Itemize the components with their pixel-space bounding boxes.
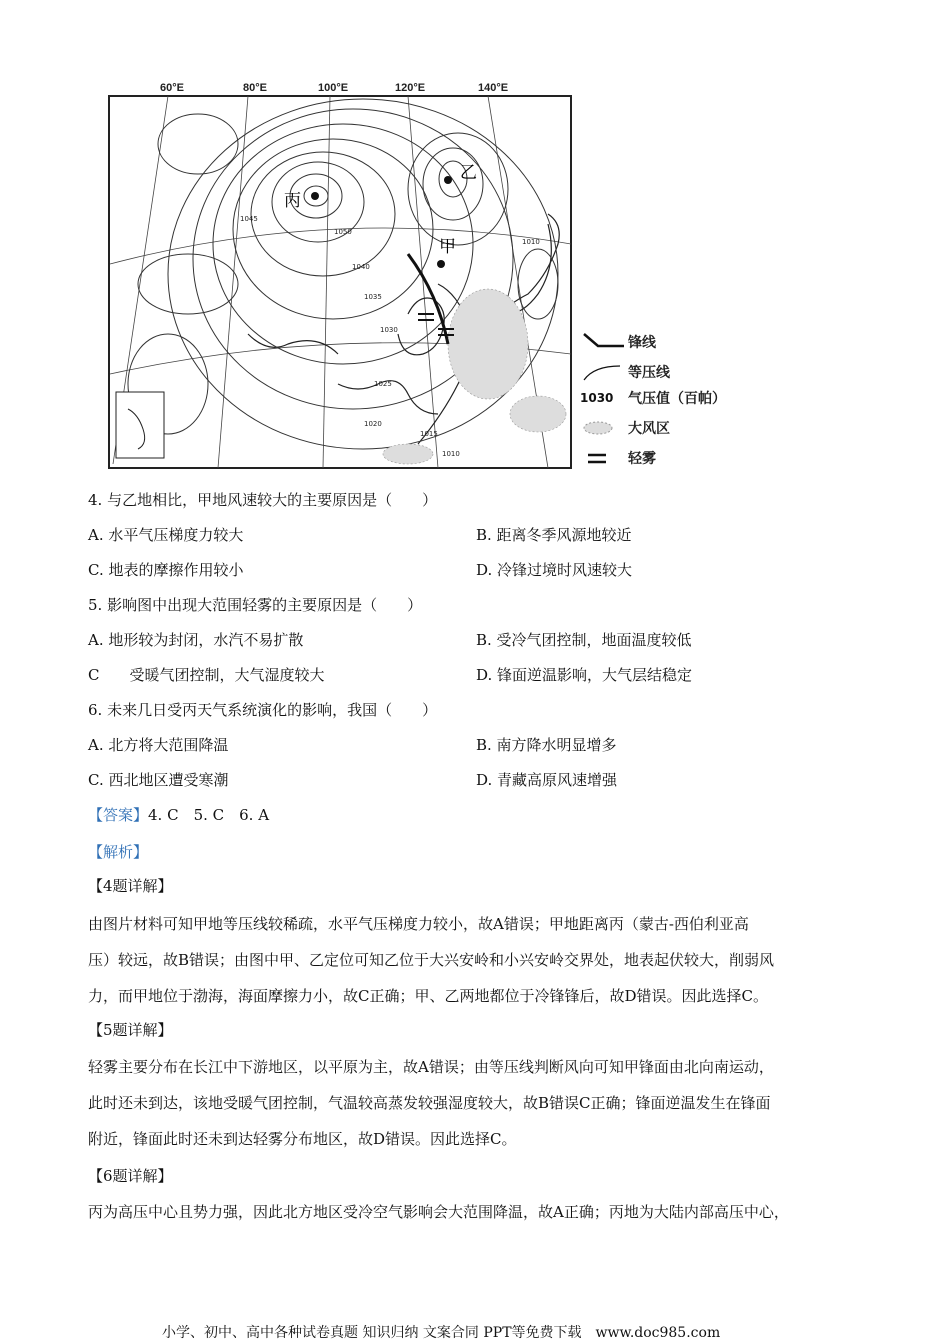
paragraph-line: 由图片材料可知甲地等压线较稀疏，水平气压梯度力较小，故A错误；甲地距离丙（蒙古-西伯利亚高 (88, 915, 749, 933)
center-jia (437, 260, 445, 268)
option-5a: A. 地形较为封闭，水汽不易扩散 (88, 631, 304, 649)
label-jia: 甲 (439, 237, 456, 257)
legend-label: 大风区 (628, 421, 670, 437)
option-6c: C. 西北地区遭受寒潮 (88, 771, 229, 789)
option-5d: D. 锋面逆温影响，大气层结稳定 (476, 666, 693, 684)
isobar-value: 1035 (364, 293, 382, 301)
option-4a: A. 水平气压梯度力较大 (88, 526, 244, 544)
longitude-label: 100°E (318, 82, 349, 94)
label-bing: 丙 (284, 191, 301, 211)
longitude-label: 60°E (160, 82, 184, 94)
label-yi: 乙 (460, 163, 477, 183)
option-4c: C. 地表的摩擦作用较小 (88, 561, 244, 579)
gale-area-symbol (580, 416, 628, 440)
detail-5-body (88, 1049, 868, 1157)
option-6d: D. 青藏高原风速增强 (476, 771, 618, 789)
option-6b: B. 南方降水明显增多 (476, 736, 617, 754)
high-center-bing (311, 192, 319, 200)
legend-label: 锋线 (628, 335, 656, 351)
detail-4-title: 【4题详解】 (88, 877, 173, 895)
isobar-value: 1010 (522, 238, 540, 246)
isobar-value: 1050 (334, 228, 352, 236)
detail-6-title: 【6题详解】 (88, 1167, 173, 1185)
legend-label: 等压线 (628, 365, 670, 381)
page-footer: 小学、初中、高中各种试卷真题 知识归纳 文案合同 PPT等免费下载 www.doc985.com (162, 1325, 721, 1341)
longitude-label: 140°E (478, 82, 509, 94)
pressure-value: 1030 (580, 391, 614, 405)
answer-text: 4. C 5. C 6. A (148, 806, 270, 824)
option-4d: D. 冷锋过境时风速较大 (476, 561, 633, 579)
legend-item-fog (580, 446, 656, 470)
center-yi (444, 176, 452, 184)
answer-line (88, 805, 269, 825)
paragraph-line: 丙为高压中心且势力强，因此北方地区受冷空气影响会大范围降温，故A正确；丙地为大陆内部高压中心， (88, 1203, 789, 1221)
light-fog-symbol (580, 446, 628, 470)
analysis-tag: 【解析】 (88, 843, 149, 861)
option-4b: B. 距离冬季风源地较近 (476, 526, 632, 544)
weather-map (108, 84, 572, 470)
isobar-value: 1020 (364, 420, 382, 428)
paragraph-line: 此时还未到达，该地受暖气团控制，气温较高蒸发较强湿度较大，故B错误C正确；锋面逆温发生在锋面 (88, 1094, 771, 1112)
isobar-value: 1030 (380, 326, 398, 334)
question-6-stem: 6. 未来几日受丙天气系统演化的影响，我国（ ） (88, 701, 438, 719)
paragraph-line: 压）较远，故B错误；由图中甲、乙定位可知乙位于大兴安岭和小兴安岭交界处，地表起伏较大，削弱风 (88, 951, 775, 969)
detail-5-title: 【5题详解】 (88, 1021, 173, 1039)
option-5b: B. 受冷气团控制，地面温度较低 (476, 631, 692, 649)
isobar-value: 1010 (442, 450, 460, 458)
question-4-stem: 4. 与乙地相比，甲地风速较大的主要原因是（ ） (88, 491, 438, 509)
paragraph-line: 附近，锋面此时还未到达轻雾分布地区，故D错误。因此选择C。 (88, 1130, 517, 1148)
isobar-symbol (580, 360, 628, 384)
option-6a: A. 北方将大范围降温 (88, 736, 229, 754)
longitude-label: 120°E (395, 82, 426, 94)
legend-item-front (580, 330, 656, 354)
option-5c: C 受暖气团控制，大气湿度较大 (88, 666, 325, 684)
legend-label: 气压值（百帕） (628, 391, 726, 407)
legend-item-isobar (580, 360, 670, 384)
isobar-value: 1015 (420, 430, 438, 438)
paragraph-line: 轻雾主要分布在长江中下游地区，以平原为主，故A错误；由等压线判断风向可知甲锋面由北向南运动， (88, 1058, 774, 1076)
answer-tag: 【答案】 (88, 806, 149, 824)
isobar-value: 1025 (374, 380, 392, 388)
legend-item-pressure (580, 386, 726, 410)
detail-4-body (88, 906, 868, 1014)
question-5-stem: 5. 影响图中出现大范围轻雾的主要原因是（ ） (88, 596, 423, 614)
isobar-value: 1040 (352, 263, 370, 271)
paragraph-line: 力，而甲地位于渤海，海面摩擦力小，故C正确；甲、乙两地都位于冷锋锋后，故D错误。因此选择C。 (88, 987, 768, 1005)
front-symbol (580, 330, 628, 354)
isobar-value: 1045 (240, 215, 258, 223)
longitude-label: 80°E (243, 82, 267, 94)
detail-6-body (88, 1194, 868, 1230)
legend-label: 轻雾 (628, 451, 656, 467)
legend-item-gale (580, 416, 670, 440)
